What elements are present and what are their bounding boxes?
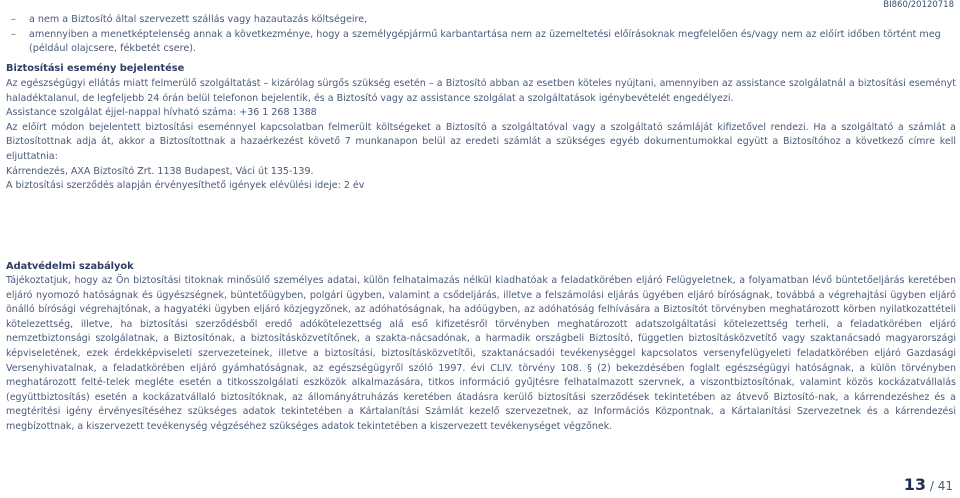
section-heading-claim-notification: Biztosítási esemény bejelentése bbox=[6, 63, 185, 74]
list-item bbox=[5, 28, 955, 57]
page-separator: / bbox=[926, 479, 938, 493]
exclusion-list bbox=[5, 13, 955, 57]
current-page: 13 bbox=[903, 475, 927, 494]
list-item-text: amennyiben a menetképtelenség annak a következménye, hogy a személygépjármű karbantartása nem az üzemeltetési előírásoknak megfelelően és/vagy nem az előírt időben történt meg (például olajcsere, fékbetét csere). bbox=[29, 28, 941, 55]
data-protection-body bbox=[6, 274, 956, 435]
limitation-period: A biztosítási szerződés alapján érvényesíthető igények elévülési ideje: 2 év bbox=[6, 180, 365, 192]
page-number bbox=[904, 475, 953, 494]
list-item-text: a nem a Biztosító által szervezett szállás vagy hazautazás költségeire, bbox=[29, 14, 368, 25]
total-pages: 41 bbox=[937, 479, 953, 493]
claims-address: Kárrendezés, AXA Biztosító Zrt. 1138 Budapest, Váci út 135-139. bbox=[6, 165, 314, 177]
list-item bbox=[5, 13, 955, 28]
assistance-phone: Assistance szolgálat éjjel-nappal hívható száma: +36 1 268 1388 bbox=[6, 107, 317, 119]
document-id: BI860/20120718 bbox=[883, 0, 954, 10]
paragraph: Az egészségügyi ellátás miatt felmerülő szolgáltatást – kizárólag sürgős szükség esetén – a Biztosító abban az esetben köteles nyújtani, amennyiben az assistance szolgálatnál a biztosítási eseményt haladéktalanul, de legfeljebb 24 órán belül telefonon bejelentik, és a Biztosító vagy az assistance szolgálat a szolgáltatások igénybevételét engedélyezi. bbox=[6, 78, 956, 104]
paragraph: Tájékoztatjuk, hogy az Ön biztosítási titoknak minősülő személyes adatai, külön felhatalmazás nélkül kiadhatóak a feladatkörében eljáró Felügyeletnek, a folyamatban lévő büntetőeljárás keretében eljáró nyomozó hatóságnak és ügyészségnek, büntetőügyben, polgári ügyben, valamint a csődeljárás, illetve a felszámolási eljárás ügyében eljáró bíróságnak, továbbá a végrehajtási ügyben eljáró önálló bírósági végrehajtónak, a hagyatéki ügyben eljáró közjegyzőnek, az adóhatóságnak, ha adóügyben, az adóhatóság felhívására a Biztosítót törvényben meghatározott körben nyilatkozattételi kötelezettség, illetve, ha biztosítási szerződésből eredő adókötelezettség alá eső kifizetésről törvényben meghatározott adatszolgáltatási kötelezettség terheli, a feladatkörében eljáró nemzetbiztonsági szolgálatnak, a Biztosítónak, a biztosításközvetítőnek, a szakta-nácsadónak, a harmadik országbeli Biztosító, független biztosításközvetítő vagy szaktanácsadó magyarországi képviseletének, ezek érdekképviseleti szervezeteinek, illetve a biztosítási, biztosításközvetítői, szaktanácsadói tevékenységgel kapcsolatos versenyfelügyeleti feladatkörében eljáró Gazdasági Versenyhivatalnak, a feladatkörében eljáró gyámhatóságnak, az egészségügyről szóló 1997. évi CLIV. törvény 108. § (2) bekezdésében foglalt egészségügyi hatóságnak, a külön törvényben meghatározott felté-telek meglétе esetén a titkosszolgálati eszközök alkalmazására, titkos információ gyűjtésre felhatalmazott szervnek, a viszontbiztosítónak, valamint közös kockázatvállalás (együttbiztosítás) esetén a kockázatvállaló biztosítóknak, az állományátruházás keretében átadásra kerülő biztosítási szerződések tekintetében az átvevő Biztosító-nak, a kárrendezéshez és a megtérítési igény érvényesítéséhez szükséges adatok tekintetében a Kártalanítási Számlát kezelő szervezetnek, az Információs Központnak, a Kártalanítási Szervezetnek és a kárrendezési megbízottnak, a kiszervezett tevékenység végzéséhez szükséges adatok tekintetében a kiszervezett tevékenységet végzőnek. bbox=[6, 275, 956, 432]
section-heading-data-protection: Adatvédelmi szabályok bbox=[6, 261, 134, 272]
claim-notification-body bbox=[6, 77, 956, 194]
paragraph: Az előírt módon bejelentett biztosítási eseménnyel kapcsolatban felmerült költségeket a Biztosító a szolgáltatóval vagy a szolgáltató számláját kifizetővel rendezi. Ha a szolgáltató a számlát a Biztosítottnak adja át, akkor a Biztosítottnak a hazaérkezést követő 7 munkanapon belül az eredeti számlát a szükséges egyéb dokumentumokkal együtt a Biztosítóhoz a következő címre kell eljuttatnia: bbox=[6, 121, 956, 162]
bullet-dash: – bbox=[11, 28, 16, 40]
bullet-dash: – bbox=[11, 14, 16, 25]
